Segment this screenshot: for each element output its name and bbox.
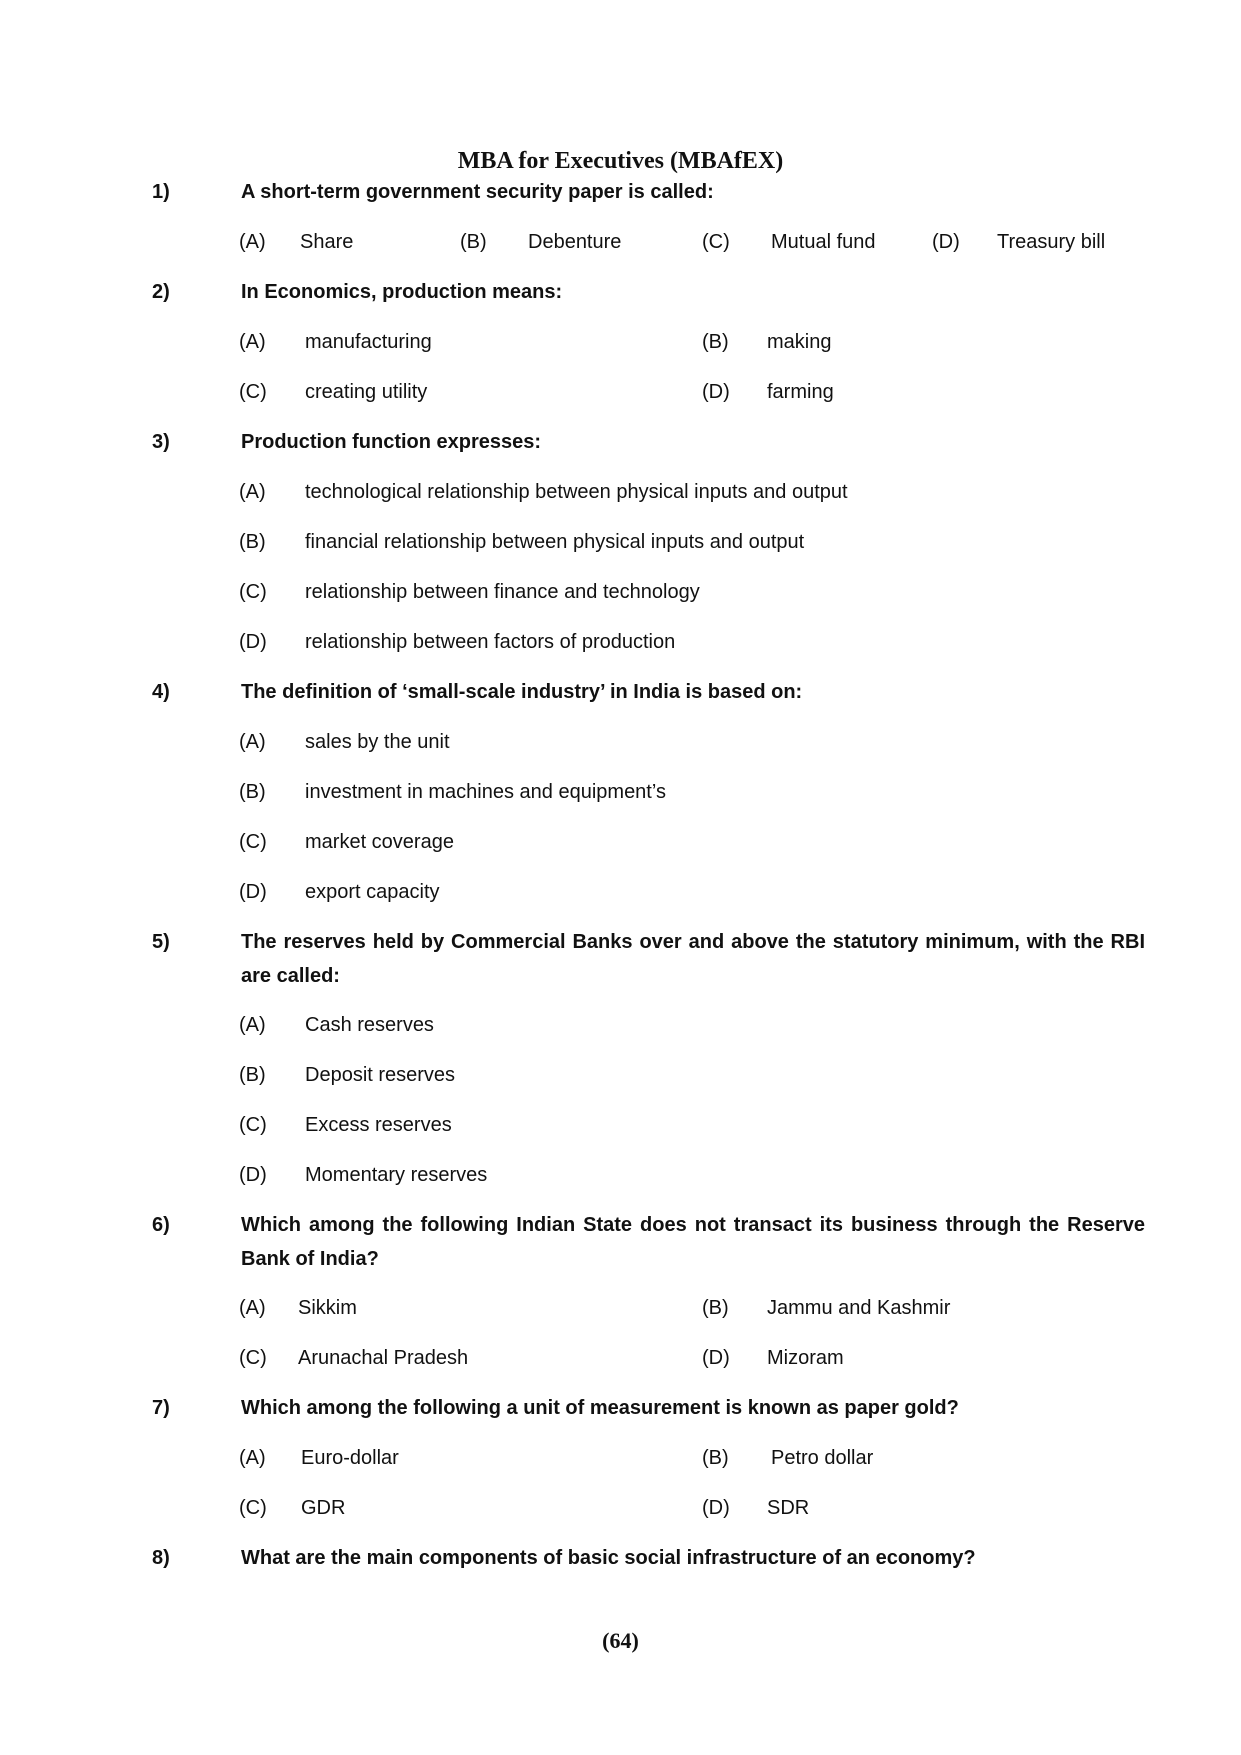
option-label: (A)	[239, 481, 266, 503]
question-text: A short-term government security paper is called:	[241, 181, 714, 203]
question-text: The definition of ‘small-scale industry’ in India is based on:	[241, 681, 803, 703]
option-label: (C)	[702, 231, 730, 253]
option-label: (D)	[932, 231, 960, 253]
option-label: (D)	[239, 1164, 267, 1186]
question-number: 1)	[152, 181, 170, 203]
option-label: (B)	[702, 1297, 729, 1319]
option-label: (C)	[239, 381, 267, 403]
option-text: creating utility	[305, 381, 428, 403]
question-number: 8)	[152, 1547, 170, 1569]
option-label: (D)	[239, 631, 267, 653]
question-text: Which among the following a unit of measurement is known as paper gold?	[241, 1397, 959, 1419]
option-text: Jammu and Kashmir	[767, 1297, 951, 1319]
option-text: Mutual fund	[771, 231, 876, 253]
option-text: Euro-dollar	[301, 1447, 399, 1469]
page-number: (64)	[602, 1628, 639, 1653]
option-text: investment in machines and equipment’s	[305, 781, 666, 803]
option-label: (D)	[702, 381, 730, 403]
option-text: Momentary reserves	[305, 1164, 488, 1186]
option-label: (A)	[239, 1447, 266, 1469]
question-text: The reserves held by Commercial Banks over and above the statutory minimum, with the RBI are called:	[241, 931, 1145, 987]
option-text: Treasury bill	[997, 231, 1106, 253]
option-label: (B)	[239, 1064, 266, 1086]
option-text: financial relationship between physical inputs and output	[305, 531, 805, 553]
option-label: (C)	[239, 581, 267, 603]
question-text: Production function expresses:	[241, 431, 542, 453]
option-text: GDR	[301, 1497, 346, 1519]
question-text: Which among the following Indian State does not transact its business through the Reserve Bank of India?	[241, 1214, 1145, 1270]
option-label: (D)	[239, 881, 267, 903]
option-text: manufacturing	[305, 331, 432, 353]
option-text: Petro dollar	[771, 1447, 874, 1469]
question-number: 7)	[152, 1397, 170, 1419]
option-label: (A)	[239, 1014, 266, 1036]
option-text: technological relationship between physical inputs and output	[305, 481, 848, 503]
option-label: (B)	[702, 331, 729, 353]
option-text: export capacity	[305, 881, 440, 903]
option-text: SDR	[767, 1497, 810, 1519]
option-text: relationship between factors of production	[305, 631, 676, 653]
option-text: Arunachal Pradesh	[298, 1347, 469, 1369]
option-label: (B)	[460, 231, 487, 253]
option-label: (C)	[239, 831, 267, 853]
option-label: (C)	[239, 1347, 267, 1369]
option-text: making	[767, 331, 832, 353]
option-label: (B)	[239, 781, 266, 803]
question-number: 5)	[152, 931, 170, 953]
option-text: relationship between finance and technology	[305, 581, 700, 603]
option-label: (A)	[239, 731, 266, 753]
option-label: (A)	[239, 231, 266, 253]
option-label: (C)	[239, 1114, 267, 1136]
option-text: Share	[300, 231, 354, 253]
option-label: (B)	[239, 531, 266, 553]
option-text: farming	[767, 381, 834, 403]
option-text: Deposit reserves	[305, 1064, 456, 1086]
question-text: What are the main components of basic social infrastructure of an economy?	[241, 1547, 976, 1569]
option-text: Mizoram	[767, 1347, 844, 1369]
question-number: 3)	[152, 431, 170, 453]
question-number: 6)	[152, 1214, 170, 1236]
option-text: Cash reserves	[305, 1014, 434, 1036]
option-label: (C)	[239, 1497, 267, 1519]
option-label: (A)	[239, 1297, 266, 1319]
question-number: 2)	[152, 281, 170, 303]
option-label: (D)	[702, 1497, 730, 1519]
option-text: Debenture	[528, 231, 622, 253]
option-text: Sikkim	[298, 1297, 357, 1319]
option-text: sales by the unit	[305, 731, 450, 753]
question-text: In Economics, production means:	[241, 281, 563, 303]
page-title: MBA for Executives (MBAfEX)	[457, 148, 784, 174]
option-label: (B)	[702, 1447, 729, 1469]
option-text: Excess reserves	[305, 1114, 452, 1136]
option-text: market coverage	[305, 831, 454, 853]
option-label: (A)	[239, 331, 266, 353]
question-number: 4)	[152, 681, 170, 703]
option-label: (D)	[702, 1347, 730, 1369]
